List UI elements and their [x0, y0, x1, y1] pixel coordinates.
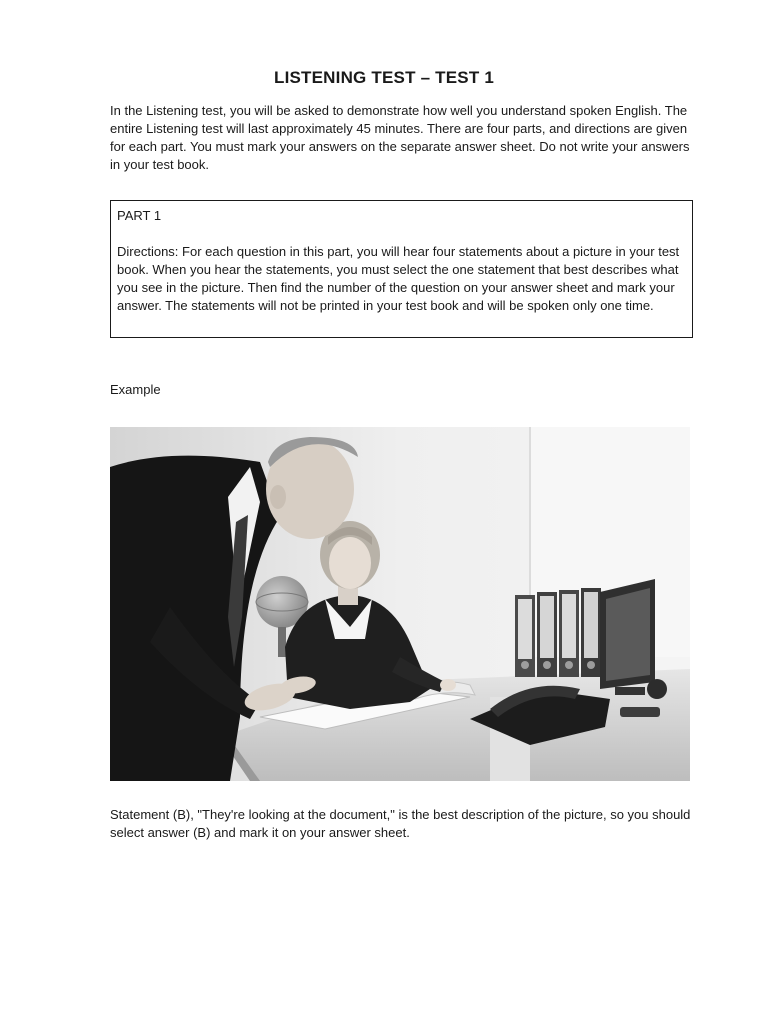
page-title: LISTENING TEST – TEST 1 — [274, 68, 494, 87]
part-directions: Directions: For each question in this part, you will hear four statements about a picture in your test book. When you hear the statements, you must select the one statement that best describes what you see in the picture. Then find the number of the question on your answer sheet and mark your answer. The statements will not be printed in your test book and will be spoken only one time. — [117, 244, 680, 313]
example-statement: Statement (B), "They're looking at the document," is the best description of the picture, so you should select answer (B) and mark it on your answer sheet. — [110, 807, 691, 840]
monitor-icon — [600, 579, 655, 695]
intro-paragraph: In the Listening test, you will be asked to demonstrate how well you understand spoken English. The entire Listening test will last approximately 45 minutes. There are four parts, and directions are given for each part. You must mark your answers on the separate answer sheet. Do not write your answers in your test book. — [110, 103, 690, 172]
example-label: Example — [110, 382, 161, 397]
example-photo — [110, 427, 690, 781]
part-1-directions-box — [110, 200, 693, 338]
part-label: PART 1 — [117, 208, 162, 223]
